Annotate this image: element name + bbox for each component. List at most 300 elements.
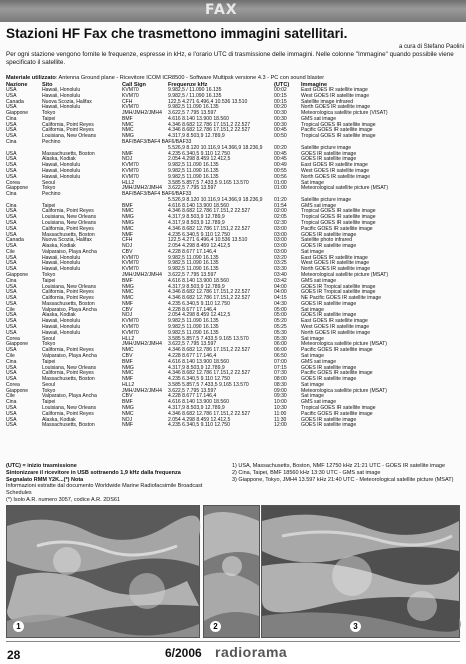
- image-number-badge: 3: [350, 621, 361, 632]
- cell-nazione: USA: [6, 416, 17, 423]
- cell-nazione: Cina: [6, 277, 17, 284]
- cell-frequenze: 4.346 8.682 12.786 17.151,2 22.527: [168, 410, 251, 417]
- cell-utc: 03:42: [274, 277, 287, 284]
- cell-frequenze: 4.235 6.340,5 9.110 12.750: [168, 376, 230, 383]
- cell-frequenze: 4.346 8.682 12.786 17.151,2 22.527: [168, 225, 251, 232]
- cell-utc: 01:00: [274, 185, 287, 192]
- cell-call-sign: NOJ: [122, 416, 133, 423]
- cell-utc: 06:50: [274, 352, 287, 359]
- cell-call-sign: JMH/JMH2/JMH4: [122, 341, 162, 348]
- cell-nazione: USA: [6, 289, 17, 296]
- cell-call-sign: KVM70: [122, 260, 139, 267]
- article-intro: Per ogni stazione vengono fornite le frequenze, espresse in kHz, e l'orario UTC di trasmissione delle immagini. Nelle colonne "Immagine" quando possibile viene specificato il satellite.: [6, 51, 454, 66]
- cell-immagine: West GOES IR satellite image: [301, 167, 370, 174]
- cell-sito: Tokyo: [42, 341, 56, 348]
- cell-immagine: GOES IR satellite image: [301, 231, 357, 238]
- cell-immagine: Meteorologica satellite picture (VISAT): [301, 110, 388, 117]
- cell-call-sign: NMF: [122, 300, 134, 307]
- cell-utc: 03:00: [274, 231, 287, 238]
- cell-sito: Louisiana, New Orleans: [42, 364, 97, 371]
- cell-sito: Tokyo: [42, 185, 56, 192]
- cell-frequenze: 9.982,5 11.090 16.135: [168, 318, 219, 325]
- cell-immagine: Tropical GOES IR satellite image: [301, 404, 376, 411]
- cell-nazione: USA: [6, 92, 17, 99]
- cell-frequenze: 122,5 4.271 6.496,4 10.536 13.510: [168, 98, 248, 105]
- cell-call-sign: BMF: [122, 358, 133, 365]
- cell-call-sign: HLL2: [122, 335, 135, 342]
- cell-call-sign: NMC: [122, 225, 134, 232]
- cell-nazione: USA: [6, 87, 17, 93]
- column-header-sito: Sito: [42, 82, 53, 88]
- cell-nazione: USA: [6, 324, 17, 331]
- cell-immagine: GOES IR satellite image: [301, 150, 357, 157]
- cell-frequenze: 9.982,5 11.090 16.135: [168, 260, 219, 267]
- cell-utc: 03:20: [274, 254, 287, 261]
- cell-frequenze: 4.616 8.140 13.900 18.560: [168, 277, 229, 284]
- cell-utc: 10:30: [274, 404, 287, 411]
- cell-call-sign: NMG: [122, 364, 134, 371]
- image-number-badge: 1: [13, 621, 24, 632]
- cell-sito: Taipei: [42, 358, 56, 365]
- satellite-fax-image: [7, 506, 199, 637]
- column-header-frequenze: Frequenze kHz: [168, 82, 208, 88]
- cell-sito: Nuova Scozia, Halifax: [42, 237, 92, 244]
- cell-nazione: USA: [6, 173, 17, 180]
- cell-nazione: USA: [6, 121, 17, 128]
- cell-nazione: Giappone: [6, 110, 29, 117]
- cell-nazione: USA: [6, 283, 17, 290]
- cell-immagine: Tropical GOES IR satellite image: [301, 133, 376, 140]
- cell-call-sign: NMC: [122, 347, 134, 354]
- cell-immagine: Satellite picture image: [301, 144, 352, 151]
- cell-utc: 01:00: [274, 179, 287, 186]
- cell-nazione: USA: [6, 104, 17, 111]
- cell-immagine: Sat image: [301, 381, 324, 388]
- cell-nazione: USA: [6, 364, 17, 371]
- cell-frequenze: 4.317,9 8.503,9 12.789,9: [168, 404, 225, 411]
- cell-frequenze: 2.054 4.298 8.459 12.412,5: [168, 243, 231, 250]
- equipment-label: Materiale utilizzato: [6, 75, 56, 81]
- cell-utc: 03:25: [274, 260, 287, 267]
- cell-nazione: USA: [6, 422, 17, 429]
- cell-utc: 00:45: [274, 127, 287, 134]
- cell-frequenze: 122,5 4.271 6.496,4 10.536 13.510: [168, 237, 248, 244]
- cell-immagine: Tropical GOES IR satellite image: [301, 121, 376, 128]
- cell-immagine: GMS sat image: [301, 277, 337, 284]
- cell-utc: 06:00: [274, 347, 287, 354]
- cell-frequenze: 9.982,5 11.090 16.135: [168, 266, 219, 273]
- cell-frequenze: 9.982,5 11.090 16.135: [168, 173, 219, 180]
- cell-immagine: GOES IR Tropical satellite image: [301, 289, 376, 296]
- cell-nazione: Corea: [6, 381, 20, 388]
- cell-call-sign: NMC: [122, 410, 134, 417]
- cell-sito: Louisiana, New Orleans: [42, 214, 97, 221]
- cell-sito: Alaska, Kodiak: [42, 312, 76, 319]
- cell-frequenze: 9.982,5 11.090 16.135: [168, 167, 219, 174]
- magazine-logo: radiorama: [215, 644, 288, 660]
- cell-sito: Valparaiso, Playa Ancha: [42, 393, 97, 400]
- cell-frequenze: 4.317,9 8.503,9 12.789,9: [168, 364, 225, 371]
- cell-sito: Hawaii, Honolulu: [42, 260, 81, 267]
- cell-nazione: Corea: [6, 335, 20, 342]
- cell-frequenze: 4.346 8.682 12.786 17.151,2 22.527: [168, 347, 251, 354]
- captions: [232, 463, 462, 483]
- cell-nazione: USA: [6, 329, 17, 336]
- cell-sito: California, Point Reyes: [42, 208, 94, 215]
- cell-sito: Hawaii, Honolulu: [42, 329, 81, 336]
- cell-utc: 09:30: [274, 393, 287, 400]
- cell-frequenze: 4.616 8.140 13.900 18.560: [168, 399, 229, 406]
- cell-utc: 11:30: [274, 416, 287, 423]
- cell-sito: Seoul: [42, 179, 56, 186]
- cell-utc: 05:00: [274, 312, 287, 319]
- cell-frequenze: 5.526,9 8.120 10.116,9 14.366,9 18.236,9: [168, 196, 263, 203]
- cell-nazione: USA: [6, 300, 17, 307]
- cell-nazione: USA: [6, 376, 17, 383]
- cell-immagine: GOES IR satellite image: [301, 300, 357, 307]
- cell-immagine: Pacific GOES IR satellite image: [301, 127, 373, 134]
- cell-immagine: Tropical GOES IR satellite image: [301, 219, 376, 226]
- cell-utc: 08:30: [274, 381, 287, 388]
- caption-3: 3) Giappone, Tokyo, JMH4 13.597 kHz 21:40 UTC - Meteorological satellite picture (MSAT): [232, 476, 454, 483]
- cell-immagine: Satellite image infrared: [301, 98, 354, 105]
- cell-frequenze: 4.346 8.682 12.786 17.151,2 22.527: [168, 121, 251, 128]
- cell-call-sign: BAF/BAF3/BAF4 BAF6/BAF33: [122, 191, 192, 198]
- cell-sito: Louisiana, New Orleans: [42, 219, 97, 226]
- fax-image-1: [6, 505, 200, 638]
- cell-nazione: Cina: [6, 191, 17, 198]
- cell-nazione: USA: [6, 260, 17, 267]
- cell-frequenze: 4.235 6.340,5 9.110 12.750: [168, 150, 230, 157]
- cell-immagine: Sat image: [301, 335, 324, 342]
- cell-call-sign: HLL2: [122, 179, 135, 186]
- cell-sito: Alaska, Kodiak: [42, 243, 76, 250]
- cell-sito: Hawaii, Honolulu: [42, 266, 81, 273]
- cell-frequenze: 2.054 4.298 8.459 12.412,5: [168, 156, 231, 163]
- cell-frequenze: 3.622,5 7.795 13.597: [168, 272, 217, 278]
- cell-utc: 11:00: [274, 410, 287, 417]
- cell-call-sign: CBV: [122, 306, 133, 313]
- cell-call-sign: NOJ: [122, 156, 133, 163]
- cell-sito: Seoul: [42, 335, 56, 342]
- note-line: (*) Isolo A.R. numero 3057, codice A.R. 2DS61: [6, 496, 121, 503]
- image-number-badge: 2: [210, 621, 221, 632]
- cell-immagine: Meteorologica satellite picture (MSAT): [301, 341, 387, 348]
- cell-nazione: Giappone: [6, 185, 29, 192]
- fax-image-2: [203, 505, 260, 638]
- cell-immagine: Pacific GOES IR satellite image: [301, 347, 373, 354]
- cell-nazione: USA: [6, 254, 17, 261]
- cell-frequenze: 4.228 8.677 17.146,4: [168, 306, 217, 313]
- cell-immagine: Sat image: [301, 248, 324, 255]
- cell-frequenze: 3.622,5 7.795 13.597: [168, 110, 217, 117]
- cell-immagine: GMS sat image: [301, 399, 337, 406]
- cell-call-sign: NMF: [122, 376, 134, 383]
- cell-nazione: USA: [6, 410, 17, 417]
- cell-immagine: East GOES IR satellite image: [301, 162, 368, 169]
- cell-frequenze: 9.982,5 / 11.090 16.135: [168, 87, 222, 93]
- cell-sito: Pechino: [42, 139, 61, 146]
- cell-immagine: GMS sat image: [301, 202, 337, 209]
- cell-utc: 05:20: [274, 318, 287, 325]
- cell-call-sign: HLL2: [122, 381, 135, 388]
- cell-nazione: Giappone: [6, 272, 29, 278]
- cell-sito: Louisiana, New Orleans: [42, 133, 97, 140]
- cell-nazione: Giappone: [6, 387, 29, 394]
- cell-utc: 07:00: [274, 358, 287, 365]
- cell-frequenze: 4.346 8.682 12.786 17.151,2 22.527: [168, 289, 251, 296]
- cell-nazione: Corea: [6, 179, 20, 186]
- cell-immagine: North GOES IR satellite image: [301, 329, 371, 336]
- cell-immagine: West GOES IR satellite image: [301, 260, 370, 267]
- cell-frequenze: 9.982,5 11.090 16.135: [168, 254, 219, 261]
- cell-frequenze: 3.585 5.857,5 7.433,5 9.165 13.570: [168, 381, 249, 388]
- cell-sito: Hawaii, Honolulu: [42, 318, 81, 325]
- cell-utc: 02:30: [274, 219, 287, 226]
- cell-sito: Louisiana, New Orleans: [42, 283, 97, 290]
- cell-sito: California, Point Reyes: [42, 121, 94, 128]
- cell-nazione: USA: [6, 133, 17, 140]
- cell-utc: 04:30: [274, 300, 287, 307]
- cell-sito: Hawaii, Honolulu: [42, 87, 81, 93]
- cell-utc: 00:20: [274, 144, 287, 151]
- page-number: 28: [7, 648, 21, 662]
- satellite-fax-image: [204, 506, 259, 637]
- cell-call-sign: CBV: [122, 248, 133, 255]
- cell-nazione: USA: [6, 231, 17, 238]
- cell-frequenze: 2.054 4.298 8.459 12.412,5: [168, 416, 231, 423]
- cell-frequenze: 4.346 8.682 12.786 17.151,2 22.527: [168, 370, 251, 377]
- cell-immagine: Sat image: [301, 179, 324, 186]
- cell-sito: Hawaii, Honolulu: [42, 254, 81, 261]
- cell-call-sign: KVM70: [122, 318, 139, 325]
- cell-immagine: GOES IR satellite image: [301, 422, 357, 429]
- cell-utc: 00:30: [274, 110, 287, 117]
- cell-call-sign: NMF: [122, 150, 134, 157]
- cell-immagine: East GOES IR satellite image: [301, 87, 368, 93]
- cell-utc: 00:20: [274, 104, 287, 111]
- cell-immagine: North GOES IR satellite image: [301, 104, 371, 111]
- cell-frequenze: 2.054 4.298 8.459 12.412,5: [168, 312, 231, 319]
- cell-call-sign: NMG: [122, 404, 134, 411]
- cell-immagine: Meteorological satellite picture (MSAT): [301, 185, 389, 192]
- stations-table: [6, 82, 462, 429]
- cell-call-sign: NOJ: [122, 243, 133, 250]
- cell-utc: 04:00: [274, 289, 287, 296]
- cell-nazione: Cile: [6, 352, 15, 359]
- cell-utc: 05:00: [274, 306, 287, 313]
- cell-immagine: Satellite photo infrared: [301, 237, 352, 244]
- cell-frequenze: 4.235 6.340,5 9.110 12.750: [168, 300, 230, 307]
- footer-divider: [6, 641, 460, 642]
- cell-sito: Hawaii, Honolulu: [42, 92, 81, 99]
- cell-immagine: GOES IR satellite image: [301, 156, 357, 163]
- cell-utc: 01:20: [274, 196, 287, 203]
- cell-call-sign: BMF: [122, 202, 133, 209]
- cell-call-sign: KVM70: [122, 173, 139, 180]
- article-byline: a cura di Stefano Paolini: [398, 44, 464, 50]
- cell-utc: 01:54: [274, 202, 287, 209]
- cell-sito: Hawaii, Honolulu: [42, 162, 81, 169]
- cell-call-sign: NMG: [122, 283, 134, 290]
- cell-utc: 00:49: [274, 162, 287, 169]
- cell-call-sign: KVM70: [122, 266, 139, 273]
- column-header-utc: (UTC): [274, 82, 290, 88]
- cell-utc: 09:00: [274, 387, 287, 394]
- cell-sito: California, Point Reyes: [42, 127, 94, 134]
- cell-sito: Hawaii, Honolulu: [42, 324, 81, 331]
- section-title: FAX: [205, 2, 238, 18]
- cell-sito: Taipei: [42, 277, 56, 284]
- cell-utc: 02:00: [274, 208, 287, 215]
- cell-frequenze: 4.616 8.140 13.900 18.560: [168, 358, 229, 365]
- cell-sito: Seoul: [42, 381, 56, 388]
- cell-nazione: Cina: [6, 139, 17, 146]
- cell-immagine: NE Pacific GOES IR satellite image: [301, 295, 382, 302]
- cell-call-sign: JMH/JMH2/JMH4: [122, 387, 162, 394]
- cell-immagine: North GOES IR satellite image: [301, 266, 371, 273]
- fax-image-3: [261, 505, 460, 638]
- cell-call-sign: BAF/BAF3/BAF4 BAF6/BAF33: [122, 139, 192, 146]
- cell-call-sign: JMH/JMH2/JMH4: [122, 110, 162, 117]
- cell-call-sign: JMH/JMH2/JMH4: [122, 272, 162, 278]
- cell-nazione: USA: [6, 225, 17, 232]
- cell-frequenze: 9.982,5 11.090 16.135: [168, 324, 219, 331]
- cell-call-sign: NMC: [122, 370, 134, 377]
- cell-frequenze: 4.317,9 8.503,9 12.789,9: [168, 133, 225, 140]
- column-header-immagine: Immagine: [301, 82, 328, 88]
- cell-sito: Tokyo: [42, 272, 56, 278]
- cell-nazione: USA: [6, 318, 17, 325]
- cell-call-sign: KVM70: [122, 167, 139, 174]
- cell-frequenze: 4.228 8.677 17.146,4: [168, 248, 217, 255]
- cell-sito: Valparaiso, Playa Ancha: [42, 352, 97, 359]
- cell-nazione: USA: [6, 347, 17, 354]
- cell-utc: 05:25: [274, 324, 287, 331]
- cell-frequenze: 3.585 5.857,5 7.433,5 9.165 13.570: [168, 335, 249, 342]
- cell-nazione: Canada: [6, 98, 24, 105]
- cell-nazione: USA: [6, 266, 17, 273]
- cell-frequenze: 4.235 6.340,5 9.110 12.750: [168, 422, 230, 429]
- cell-call-sign: BMF: [122, 277, 133, 284]
- caption-2: 2) Cina, Taipei, BMF 18560 kHz 13:30 UTC - GMS sat image: [232, 469, 381, 476]
- cell-nazione: USA: [6, 150, 17, 157]
- cell-call-sign: CFH: [122, 98, 133, 105]
- cell-immagine: Satellite picture image: [301, 196, 352, 203]
- note-line: Segnalato RMM Y2K...(*) Nota: [6, 476, 84, 483]
- cell-sito: Pechino: [42, 191, 61, 198]
- page-footer: [0, 641, 466, 664]
- cell-sito: Tokyo: [42, 387, 56, 394]
- cell-frequenze: 9.982,5 11.090 16.135: [168, 104, 219, 111]
- cell-sito: Taipei: [42, 115, 56, 122]
- cell-sito: Hawaii, Honolulu: [42, 167, 81, 174]
- cell-call-sign: CBV: [122, 352, 133, 359]
- cell-sito: Taipei: [42, 399, 56, 406]
- cell-frequenze: 4.616 8.140 13.900 18.560: [168, 202, 229, 209]
- cell-nazione: USA: [6, 312, 17, 319]
- cell-nazione: USA: [6, 208, 17, 215]
- cell-call-sign: KVM70: [122, 92, 139, 99]
- cell-call-sign: NMG: [122, 214, 134, 221]
- cell-immagine: Pacific GOES IR satellite image: [301, 410, 373, 417]
- cell-nazione: USA: [6, 156, 17, 163]
- cell-immagine: Sat image: [301, 306, 324, 313]
- cell-nazione: USA: [6, 295, 17, 302]
- cell-call-sign: NMC: [122, 208, 134, 215]
- cell-utc: 12:00: [274, 422, 287, 429]
- cell-utc: 03:00: [274, 243, 287, 250]
- cell-utc: 00:15: [274, 98, 287, 105]
- cell-utc: 03:30: [274, 266, 287, 273]
- cell-nazione: Cina: [6, 115, 17, 122]
- issue-date: 6/2006: [165, 646, 202, 660]
- cell-utc: 00:30: [274, 115, 287, 122]
- cell-call-sign: JMH/JMH2/JMH4: [122, 185, 162, 192]
- cell-sito: Louisiana, New Orleans: [42, 404, 97, 411]
- cell-call-sign: NMC: [122, 295, 134, 302]
- cell-utc: 05:30: [274, 329, 287, 336]
- cell-utc: 10:00: [274, 399, 287, 406]
- cell-call-sign: NMC: [122, 289, 134, 296]
- cell-utc: 00:50: [274, 133, 287, 140]
- cell-call-sign: KVM70: [122, 324, 139, 331]
- cell-utc: 04:00: [274, 283, 287, 290]
- cell-sito: Nuova Scozia, Halifax: [42, 98, 92, 105]
- cell-immagine: West GOES IR satellite image: [301, 324, 370, 331]
- caption-1: 1) USA, Massachusetts, Boston, NMF 12750 kHz 21:21 UTC - GOES IR satellite image: [232, 463, 446, 469]
- cell-utc: 00:56: [274, 173, 287, 180]
- article-title: Stazioni HF Fax che trasmettono immagini satellitari.: [6, 26, 348, 41]
- cell-sito: Valparaiso, Playa Ancha: [42, 248, 97, 255]
- cell-immagine: Sat image: [301, 393, 324, 400]
- cell-sito: Alaska, Kodiak: [42, 416, 76, 423]
- cell-sito: California, Point Reyes: [42, 347, 94, 354]
- satellite-fax-image: [262, 506, 459, 637]
- cell-immagine: Pacific GOES IR satellite image: [301, 225, 373, 232]
- cell-frequenze: 4.616 8.140 13.900 18.560: [168, 115, 229, 122]
- column-header-nazione: Nazione: [6, 82, 28, 88]
- cell-utc: 00:55: [274, 167, 287, 174]
- cell-frequenze: 4.228 8.677 17.146,4: [168, 393, 217, 400]
- cell-nazione: USA: [6, 243, 17, 250]
- cell-utc: 04:15: [274, 295, 287, 302]
- cell-frequenze: 4.346 8.682 12.786 17.151,2 22.527: [168, 295, 251, 302]
- cell-call-sign: KVM70: [122, 329, 139, 336]
- cell-utc: 03:00: [274, 225, 287, 232]
- section-header-band: [0, 0, 466, 22]
- cell-utc: 00:30: [274, 121, 287, 128]
- cell-call-sign: KVM70: [122, 162, 139, 169]
- cell-immagine: Tropical GOES IR satellite image: [301, 208, 376, 215]
- cell-immagine: GMS sat image: [301, 358, 337, 365]
- cell-immagine: Meteorologica satellite picture (MSAT): [301, 387, 387, 394]
- cell-nazione: USA: [6, 214, 17, 221]
- cell-sito: California, Point Reyes: [42, 410, 94, 417]
- cell-call-sign: KVM70: [122, 104, 139, 111]
- cell-sito: Massachusetts, Boston: [42, 150, 95, 157]
- cell-utc: 03:00: [274, 248, 287, 255]
- cell-utc: 03:00: [274, 237, 287, 244]
- cell-call-sign: NMF: [122, 231, 134, 238]
- cell-nazione: USA: [6, 167, 17, 174]
- cell-utc: 00:45: [274, 156, 287, 163]
- cell-frequenze: 4.346 8.682 12.786 17.151,2 22.527: [168, 127, 251, 134]
- cell-utc: 05:30: [274, 335, 287, 342]
- cell-immagine: GMS sat image: [301, 115, 337, 122]
- cell-call-sign: KVM70: [122, 87, 139, 93]
- cell-immagine: GOES IR Tropical satellite image: [301, 283, 376, 290]
